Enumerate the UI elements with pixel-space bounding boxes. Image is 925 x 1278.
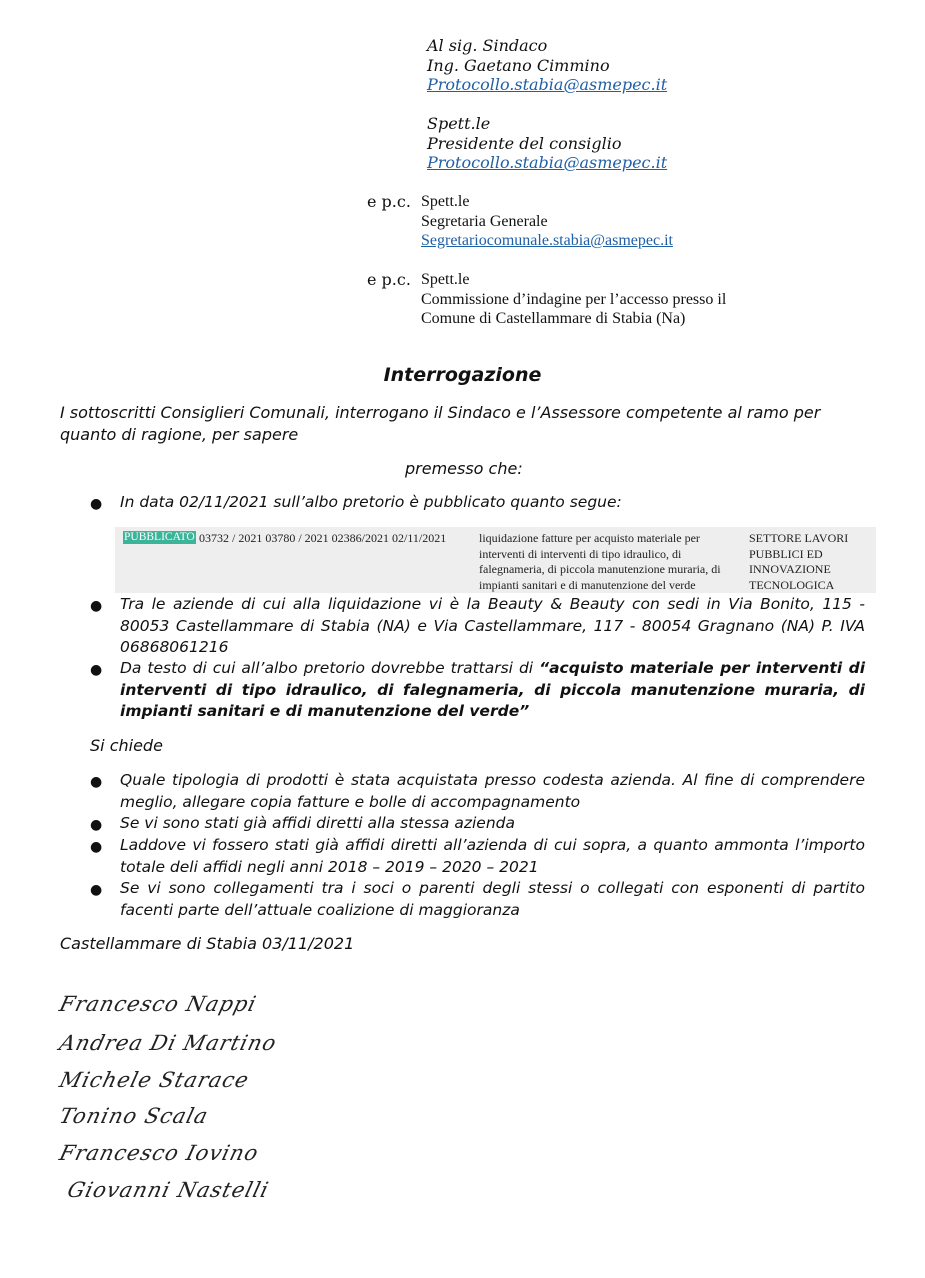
cc-label-2: e p.c. [367, 270, 411, 289]
recipient-president-email-link[interactable]: Protocollo.stabia@asmepec.it [427, 153, 668, 172]
signature-1: Francesco Nappi [57, 992, 260, 1016]
cc-commission-line1: Spett.le [421, 271, 470, 288]
bullet-icon: ● [90, 839, 103, 855]
cc-secretary-line2: Segretaria Generale [421, 212, 548, 230]
signature-3: Michele Starace [57, 1068, 252, 1092]
cc-commission-line2: Commissione d’indagine per l’accesso presso il [421, 290, 727, 308]
signature-6: Giovanni Nastelli [65, 1178, 272, 1202]
bullet-icon: ● [90, 774, 103, 790]
bullet-icon: ● [90, 817, 103, 833]
premise-3-prefix: Da testo di cui all’albo pretorio dovrebbe trattarsi di [120, 659, 540, 677]
albo-pretorio-row [115, 527, 876, 593]
cc-secretary-email-link[interactable]: Segretariocomunale.stabia@asmepec.it [421, 232, 673, 249]
premise-1: In data 02/11/2021 sull’albo pretorio è pubblicato quanto segue: [120, 493, 622, 511]
cc-secretary-line1: Spett.le [421, 193, 470, 210]
questions-heading: Si chiede [90, 736, 163, 755]
question-3: Laddove vi fossero stati già affidi diretti all’azienda di cui sopra, a quanto ammonta l’importo totale deli affidi negli anni 2018 – 2019 – 2020 – 2021 [120, 836, 865, 876]
question-1: Quale tipologia di prodotti è stata acquistata presso codesta azienda. Al fine di comprendere meglio, allegare copia fatture e bolle di accompagnamento [120, 771, 865, 811]
albo-row-numbers: 03732 / 2021 03780 / 2021 02386/2021 02/11/2021 [199, 531, 447, 545]
recipient-president-line1: Spett.le [427, 114, 491, 133]
albo-row-subject: liquidazione fatture per acquisto materiale per interventi di interventi di tipo idraulico, di falegnameria, di piccola manutenzione muraria, di impianti sanitari e di manutenzione del verde [479, 531, 721, 592]
question-4: Se vi sono collegamenti tra i soci o parenti degli stessi o collegati con esponenti di partito facenti parte dell’attuale coalizione di maggioranza [120, 879, 865, 919]
premise-3 [120, 658, 865, 723]
recipient-president-line2: Presidente del consiglio [427, 133, 622, 153]
bullet-icon: ● [90, 598, 103, 614]
cc-label-1: e p.c. [367, 192, 411, 211]
bullet-icon: ● [90, 496, 103, 512]
bullet-icon: ● [90, 662, 103, 678]
recipient-president [427, 114, 667, 173]
recipient-mayor [427, 36, 667, 95]
signature-5: Francesco Iovino [57, 1141, 262, 1165]
cc-commission-line3: Comune di Castellammare di Stabia (Na) [421, 310, 686, 327]
intro-paragraph: I sottoscritti Consiglieri Comunali, interrogano il Sindaco e l’Assessore competente al ramo per quanto di ragione, per sapere [60, 403, 821, 444]
premise-2: Tra le aziende di cui alla liquidazione vi è la Beauty & Beauty con sedi in Via Bonito, 115 - 80053 Castellammare di Stabia (NA) e Via Castellammare, 117 - 80054 Gragnano (NA) P. IVA 06868061216 [120, 595, 865, 656]
recipient-mayor-line2: Ing. Gaetano Cimmino [427, 55, 610, 75]
premesso-heading: premesso che: [405, 459, 523, 478]
published-badge: PUBBLICATO [124, 531, 195, 543]
premise-3-quote: “acquisto materiale per interventi di interventi di tipo idraulico, di falegnameria, di piccola manutenzione muraria, di impianti sanitari e di manutenzione del verde” [120, 659, 866, 720]
recipient-cc-secretary [421, 192, 673, 251]
place-date: Castellammare di Stabia 03/11/2021 [60, 934, 355, 953]
recipient-mayor-line1: Al sig. Sindaco [427, 36, 548, 55]
albo-row-sector: SETTORE LAVORI PUBBLICI ED INNOVAZIONE TECNOLOGICA [749, 531, 849, 592]
document-title: Interrogazione [383, 364, 542, 386]
signature-4: Tonino Scala [57, 1104, 212, 1128]
bullet-icon: ● [90, 882, 103, 898]
recipient-mayor-email-link[interactable]: Protocollo.stabia@asmepec.it [427, 75, 668, 94]
signature-2: Andrea Di Martino [57, 1031, 280, 1055]
recipient-cc-commission [421, 270, 726, 329]
question-2: Se vi sono stati già affidi diretti alla stessa azienda [120, 814, 515, 832]
